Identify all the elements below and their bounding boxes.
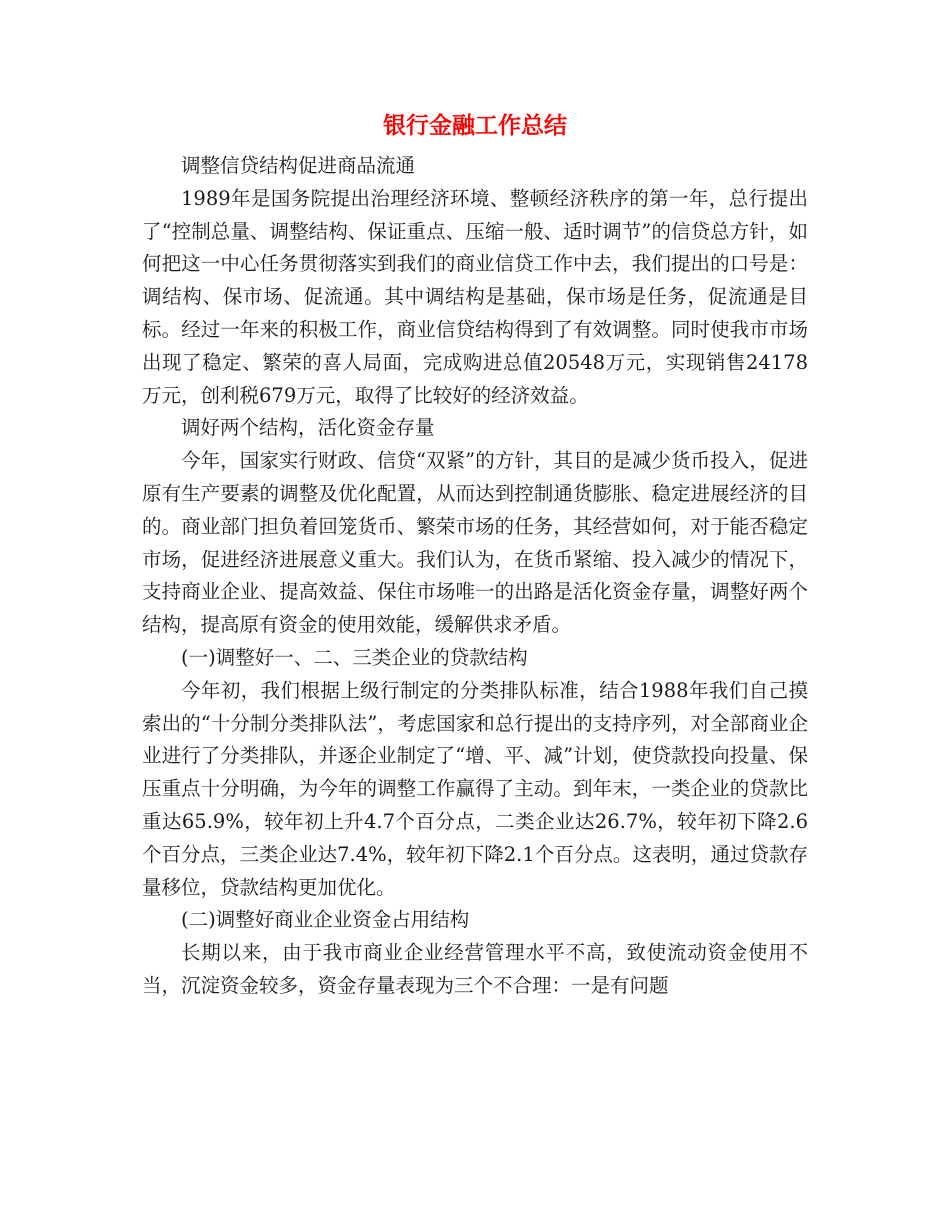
- paragraph-2: 今年，国家实行财政、信贷“双紧”的方针，其目的是减少货币投入，促进原有生产要素的调整及优化配置，从而达到控制通货膨胀、稳定进展经济的目的。商业部门担负着回笼货币、繁荣市场的任务，其经营如何，对于能否稳定市场，促进经济进展意义重大。我们认为，在货币紧缩、投入减少的情况下，支持商业企业、提高效益、保住市场唯一的出路是活化资金存量，调整好两个结构，提高原有资金的使用效能，缓解供求矛盾。: [142, 449, 808, 637]
- paragraph-3: 今年初，我们根据上级行制定的分类排队标准，结合1988年我们自己摸索出的“十分制分类排队法”，考虑国家和总行提出的支持序列，对全部商业企业进行了分类排队，并逐企业制定了“增、平、减”计划，使贷款投向投量、保压重点十分明确，为今年的调整工作赢得了主动。到年末，一类企业的贷款比重达65.9%，较年初上升4.7个百分点，二类企业达26.7%，较年初下降2.6个百分点，三类企业达7.4%，较年初下降2.1个百分点。这表明，通过贷款存量移位，贷款结构更加优化。: [142, 678, 808, 899]
- section-heading-4: (二)调整好商业企业资金占用结构: [181, 908, 470, 932]
- section-heading-1: 调整信贷结构促进商品流通: [181, 154, 416, 177]
- paragraph-1: 1989年是国务院提出治理经济环境、整顿经济秩序的第一年，总行提出了“控制总量、调整结构、保证重点、压缩一般、适时调节”的信贷总方针，如何把这一中心任务贯彻落实到我们的商业信贷工作中去，我们提出的口号是：调结构、保市场、促流通。其中调结构是基础，保市场是任务，促流通是目标。经过一年来的积极工作，商业信贷结构得到了有效调整。同时使我市市场出现了稳定、繁荣的喜人局面，完成购进总值20548万元，实现销售24178万元，创利税679万元，取得了比较好的经济效益。: [142, 186, 808, 407]
- document-body: [142, 150, 808, 1003]
- document-title: 银行金融工作总结: [383, 112, 567, 139]
- paragraph-4: 长期以来，由于我市商业企业经营管理水平不高，致使流动资金使用不当，沉淀资金较多，资金存量表现为三个不合理：一是有问题: [142, 941, 808, 997]
- section-heading-2: 调好两个结构，活化资金存量: [181, 416, 435, 440]
- section-heading-3: (一)调整好一、二、三类企业的贷款结构: [181, 645, 528, 669]
